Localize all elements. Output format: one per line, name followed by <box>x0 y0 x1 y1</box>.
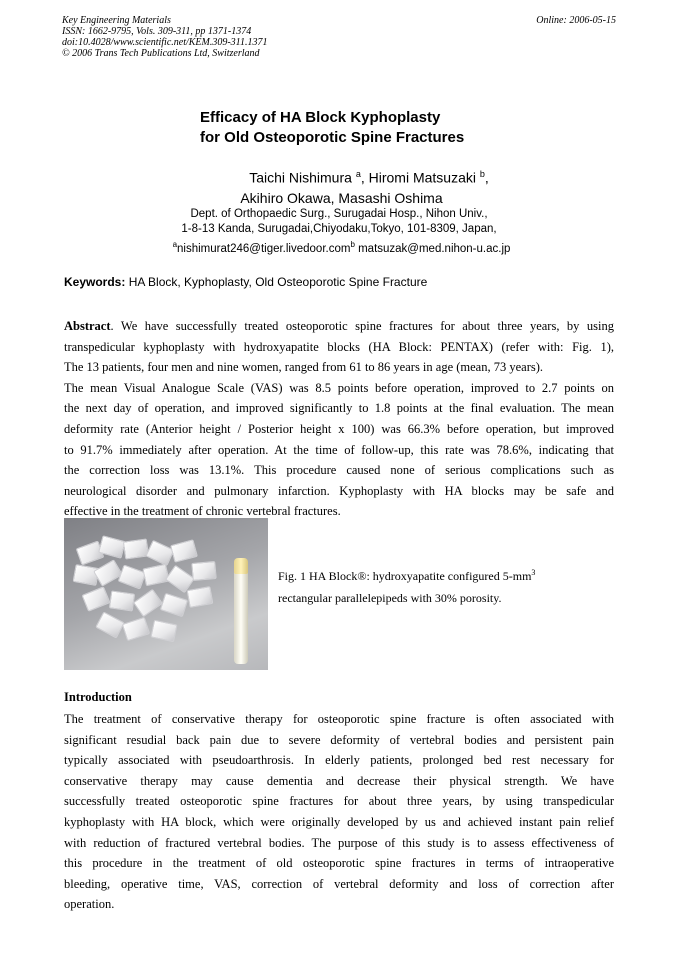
affiliation-line-1: Dept. of Orthopaedic Surg., Surugadai Hosp., Nihon Univ., <box>190 208 488 220</box>
email-sup-b: b <box>350 240 355 249</box>
abstract-line: neurological disorder and pulmonary infarction. Kyphoplasty with HA blocks may be safe and <box>64 483 614 498</box>
email-a-link[interactable]: nishimurat246@tiger.livedoor.com <box>177 242 351 255</box>
abstract <box>64 316 614 522</box>
abstract-line: the correction loss was 13.1%. This procedure caused none of serious complications such as <box>64 463 614 478</box>
introduction-heading: Introduction <box>64 690 132 704</box>
caption-sup: 3 <box>531 568 536 577</box>
paper-title <box>200 108 464 148</box>
caption-line-2: rectangular parallelepipeds with 30% porosity. <box>278 591 502 605</box>
journal-issn: ISSN: 1662-9795, Vols. 309-311, pp 1371-1374 <box>62 26 252 37</box>
figure-1-photo <box>64 518 268 670</box>
affiliation <box>0 207 678 257</box>
journal-doi: doi:10.4028/www.scientific.net/KEM.309-311.1371 <box>62 37 268 48</box>
ha-block <box>170 539 198 563</box>
affiliation-line-2: 1-8-13 Kanda, Surugadai,Chiyodaku,Tokyo, 101-8309, Japan, <box>181 223 497 235</box>
ha-block <box>109 590 135 611</box>
abstract-line: The mean Visual Analogue Scale (VAS) was 8.5 points before operation, improved to 2.7 points on <box>64 380 614 395</box>
intro-line: conservative therapy may cause dementia and decrease their physical strength. We have <box>64 773 614 788</box>
figure-1-caption <box>278 562 535 609</box>
intro-line: kyphoplasty with HA block, which were originally developed by us and achieved instant pain relief <box>64 814 614 829</box>
ha-block <box>150 620 177 643</box>
ha-block <box>191 561 216 581</box>
ha-block <box>187 586 214 608</box>
author-nishimura: Taichi Nishimura <box>249 169 352 186</box>
abstract-line: to 91.7% immediately after operation. At the time of follow-up, this rate was 78.6%, indicating that <box>64 442 614 457</box>
journal-copyright: © 2006 Trans Tech Publications Ltd, Switzerland <box>62 48 260 59</box>
delivery-tube <box>234 560 248 664</box>
author-sup-b: b <box>479 169 485 179</box>
journal-name: Key Engineering Materials <box>62 15 171 26</box>
authors-line-1: Taichi Nishimura $^a$, Hiromi Matsuzaki $^b$, <box>249 169 489 186</box>
email-b-link[interactable]: matsuzak@med.nihon-u.ac.jp <box>358 242 511 255</box>
abstract-line-1-text: . We have successfully treated osteoporotic spine fractures for about three years, by using <box>110 319 614 333</box>
abstract-line: transpedicular kyphoplasty with hydroxyapatite blocks (HA Block: PENTAX) (refer with: Fig. 1), <box>64 339 614 354</box>
authors-line-2: Akihiro Okawa, Masashi Oshima <box>240 189 443 206</box>
email-sup-a: a <box>172 240 178 249</box>
ha-block <box>133 589 163 618</box>
author-list <box>0 164 678 208</box>
introduction-body <box>64 709 614 915</box>
intro-line: this procedure in the treatment of old osteoporotic spine fractures in terms of intraoperative <box>64 856 614 871</box>
abstract-line: effective in the treatment of chronic vertebral fractures. <box>64 504 341 519</box>
online-date: Online: 2006-05-15 <box>536 15 616 26</box>
ha-block <box>142 564 169 587</box>
ha-block <box>82 586 111 612</box>
intro-line: with reduction of fractured vertebral bodies. The purpose of this study is to assess effectiveness of <box>64 835 614 850</box>
keywords-label: Keywords: <box>64 275 126 289</box>
ha-block <box>93 559 123 587</box>
keywords-text: HA Block, Kyphoplasty, Old Osteoporotic Spine Fracture <box>128 275 428 289</box>
ha-block <box>123 538 149 559</box>
abstract-label: Abstract <box>64 319 111 333</box>
intro-line: typically associated with pseudoarthrosis. In elderly patients, prolonged bed rest necessary for <box>64 753 614 768</box>
author-sup-a: a <box>355 169 361 179</box>
intro-line: bleeding, operative time, VAS, correction of vertebral deformity and loss of correction after <box>64 876 614 891</box>
ha-block <box>160 593 188 618</box>
abstract-line: deformity rate (Anterior height / Posterior height x 100) was 66.3% before operation, but improved <box>64 421 614 436</box>
title-line-1: Efficacy of HA Block Kyphoplasty <box>200 109 441 126</box>
abstract-line: the next day of operation, and improved significantly to 1.8 points at the final evaluation. The mean <box>64 401 614 416</box>
abstract-line: The 13 patients, four men and nine women, ranged from 61 to 86 years in age (mean, 73 years). <box>64 360 544 375</box>
journal-header <box>62 15 616 59</box>
keywords <box>64 275 427 289</box>
ha-block <box>95 611 125 638</box>
caption-line-1-text: Fig. 1 HA Block®: hydroxyapatite configured 5-mm <box>278 569 532 583</box>
affiliation-emails <box>0 237 678 257</box>
ha-block <box>145 540 174 566</box>
ha-block <box>122 617 150 642</box>
title-line-2: for Old Osteoporotic Spine Fractures <box>200 129 465 146</box>
author-matsuzaki: Hiromi Matsuzaki <box>368 169 476 186</box>
abstract-line <box>64 316 614 337</box>
delivery-tube-cap <box>234 558 248 574</box>
intro-line: significant resudial back pain due to severe deformity of vertebral bodies and persistent pain <box>64 732 614 747</box>
intro-line: The treatment of conservative therapy for osteoporotic spine fracture is often associated with <box>64 712 614 726</box>
intro-line: successfully treated osteoporotic spine fractures for about three years, by using transpedicular <box>64 794 614 809</box>
caption-line-1 <box>278 562 535 587</box>
intro-line: operation. <box>64 897 115 912</box>
